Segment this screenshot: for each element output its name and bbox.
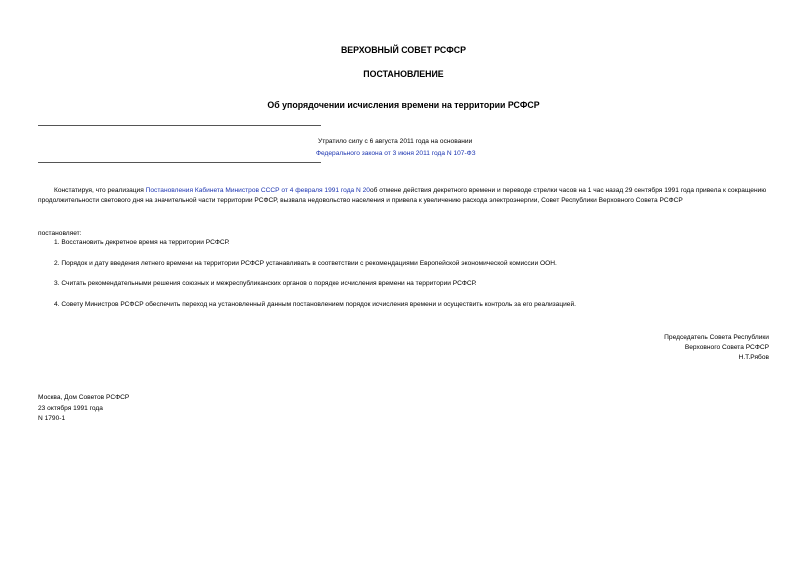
footer-date: 23 октября 1991 года [38,405,103,412]
list-item: 2. Порядок и дату введения летнего времени на территории РСФСР устанавливать в соответствии с рекомендациями Европейской экономической комиссии ООН. [54,260,557,267]
status-note-link[interactable]: Федерального закона от 3 июня 2011 года N 107-ФЗ [316,150,476,157]
footer-number: N 1790-1 [38,415,66,422]
doc-type-heading: ПОСТАНОВЛЕНИЕ [363,69,444,79]
signature-organ: Верховного Совета РСФСР [684,344,769,351]
preamble-decree-link[interactable]: Постановления Кабинета Министров СССР от 4 февраля 1991 года N 20 [145,187,370,194]
signature-title: Председатель Совета Республики [664,334,769,341]
status-note-text: Утратило силу с 6 августа 2011 года на основании [318,138,473,145]
preamble-text-end: об отмене действия декретного времени и переводе стрелки часов на 1 час назад 29 сентября 1991 года привела к сокращению продолжительности светового дня на значительной части территории РСФСР, вызвала недовольство населения и привела к увеличению расхода электроэнергии, Совет Республики Верховного Совета РСФСР [38,187,767,204]
list-item: 1. Восстановить декретное время на территории РСФСР. [54,239,230,246]
list-item: 4. Совету Министров РСФСР обеспечить переход на установленный данным постановлением порядок исчисления времени и осуществить контроль за его реализацией. [54,301,576,308]
issuer-heading: ВЕРХОВНЫЙ СОВЕТ РСФСР [340,45,467,55]
divider-bottom [38,162,321,163]
divider-top [38,125,321,126]
page-title: Об упорядочении исчисления времени на территории РСФСР [267,100,540,110]
resolves-label: постановляет: [38,230,82,237]
preamble-paragraph [38,186,771,206]
list-item: 3. Считать рекомендательными решения союзных и межреспубликанских органов о порядке исчисления времени на территории РСФСР. [54,280,477,287]
footer-place: Москва, Дом Советов РСФСР [38,394,130,401]
signature-name: Н.Т.Рябов [738,354,769,361]
preamble-text-start: Констатируя, что реализация [54,187,146,194]
